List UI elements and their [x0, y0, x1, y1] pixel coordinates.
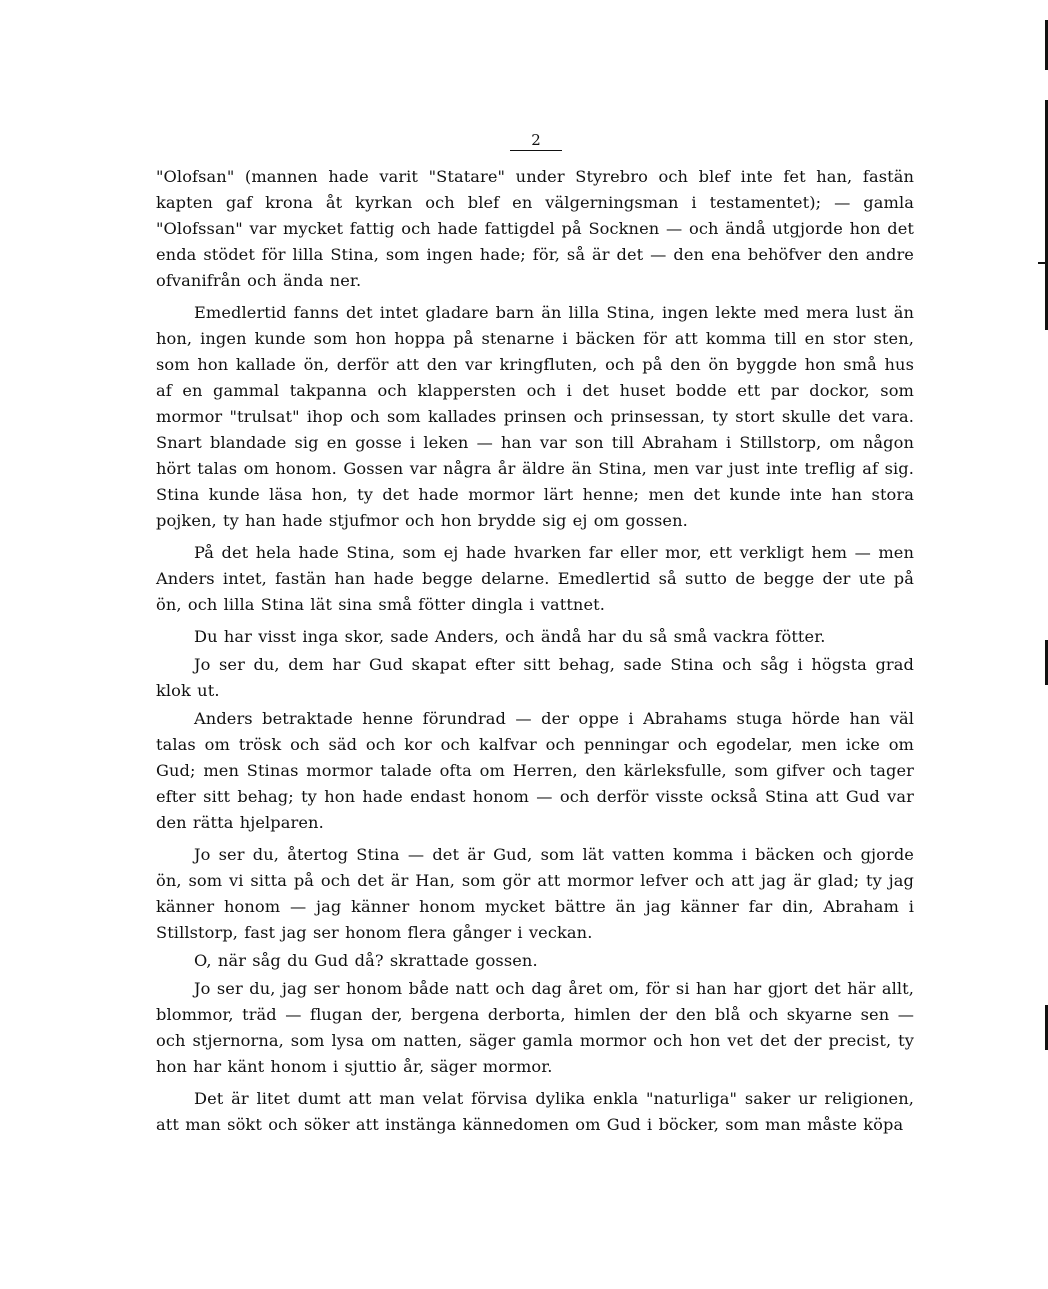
paragraph-1: "Olofsan" (mannen hade varit "Statare" under Styrebro och blef inte fet han, fastän kapten gaf krona åt kyrkan och blef en välgerningsman i testamentet); — gamla "Olofssan" var mycket fattig och hade fattigdel på Socknen — och ändå utgjorde hon det enda stödet för lilla Stina, som ingen hade; för, så är det — den ena behöfver den andre ofvanifrån och ända ner. — [156, 167, 914, 290]
paragraph-5: Jo ser du, dem har Gud skapat efter sitt behag, sade Stina och såg i högsta grad klok ut. — [156, 655, 914, 700]
scan-edge-tick — [1038, 262, 1048, 264]
paragraph-2: Emedlertid fanns det intet gladare barn än lilla Stina, ingen lekte med mera lust än hon, ingen kunde som hon hoppa på stenarne i bäcken för att komma till en stor sten, som hon kallade ön, derför att den var kringfluten, och på den ön byggde hon små hus af en gammal takpanna och klappersten och i det huset bodde ett par dockor, som mormor "trulsat" ihop och som kallades prinsen och prinsessan, ty stort skulle det vara. Snart blandade sig en gosse i leken — han var son till Abraham i Stillstorp, om någon hört talas om honom. Gossen var några år äldre än Stina, men var just inte treflig af sig. Stina kunde läsa hon, ty det hade mormor lärt henne; men det kunde inte han stora pojken, ty han hade stjufmor och hon brydde sig ej om gossen. — [156, 303, 914, 530]
paragraph-4: Du har visst inga skor, sade Anders, och ändå har du så små vackra fötter. — [194, 627, 826, 646]
paragraph-3: På det hela hade Stina, som ej hade hvarken far eller mor, ett verkligt hem — men Anders intet, fastän han hade begge delarne. Emedlertid så sutto de begge der ute på ön, och lilla Stina lät sina små fötter dingla i vattnet. — [156, 543, 914, 614]
paragraph-8: O, när såg du Gud då? skrattade gossen. — [194, 951, 538, 970]
body-text — [156, 164, 914, 1144]
paragraph-10: Det är litet dumt att man velat förvisa dylika enkla "naturliga" saker ur religionen, att man sökt och söker att instänga kännedomen om Gud i böcker, som man måste köpa — [156, 1089, 914, 1134]
page-number: 2 — [510, 131, 562, 151]
paragraph-7: Jo ser du, återtog Stina — det är Gud, som lät vatten komma i bäcken och gjorde ön, som vi sitta på och det är Han, som gör att mormor lefver och att jag är glad; ty jag känner honom — jag känner honom mycket bättre än jag känner far din, Abraham i Stillstorp, fast jag ser honom flera gånger i veckan. — [156, 845, 914, 942]
paragraph-9: Jo ser du, jag ser honom både natt och dag året om, för si han har gjort det här allt, blommor, träd — flugan der, bergena derborta, himlen der den blå och skyarne sen — och stjernorna, som lysa om natten, säger gamla mormor och hon vet det der precist, ty hon har känt honom i sjuttio år, säger mormor. — [156, 979, 914, 1076]
paragraph-6: Anders betraktade henne förundrad — der oppe i Abrahams stuga hörde han väl talas om trösk och säd och kor och kalfvar och penningar och egodelar, men icke om Gud; men Stinas mormor talade ofta om Herren, den kärleksfulle, som gifver och tager efter sitt behag; ty hon hade endast honom — och derför visste också Stina att Gud var den rätta hjelparen. — [156, 709, 914, 832]
